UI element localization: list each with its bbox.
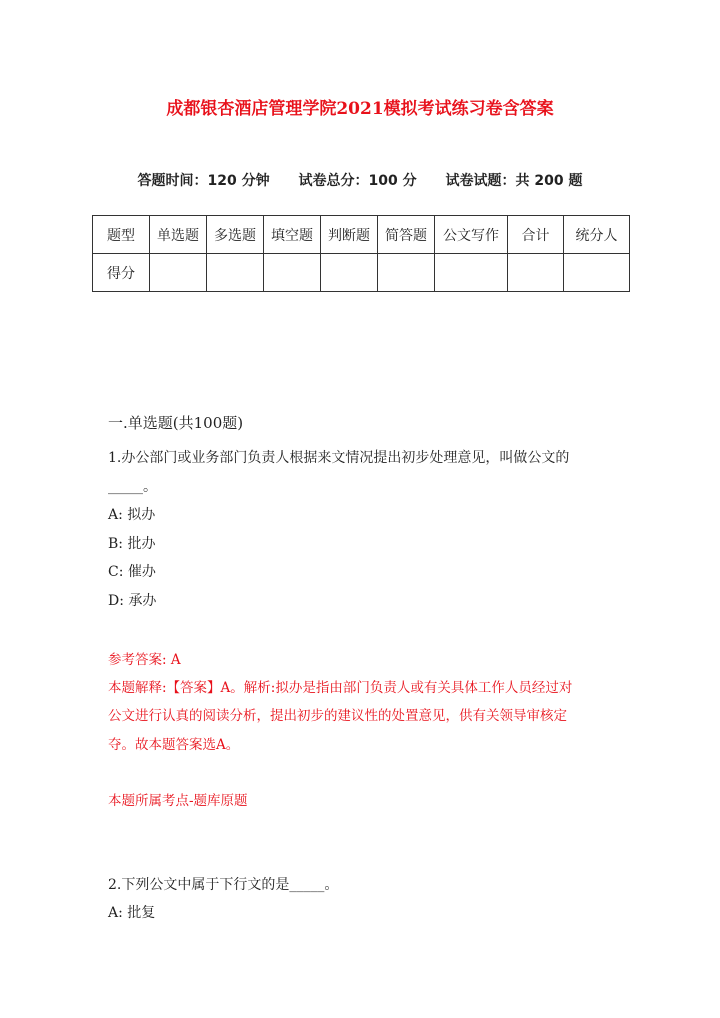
score-cell — [378, 254, 435, 292]
score-cell — [264, 254, 321, 292]
reference-answer: 参考答案: A — [108, 652, 181, 668]
score-cell — [564, 254, 630, 292]
option-a: A: 批复 — [108, 905, 156, 921]
question-1-stem-cont: _____。 — [108, 479, 157, 495]
table-header: 公文写作 — [435, 216, 508, 254]
table-header: 简答题 — [378, 216, 435, 254]
question-2-stem: 2.下列公文中属于下行文的是_____。 — [108, 877, 339, 893]
score-table-header-row — [93, 216, 630, 254]
table-header: 判断题 — [321, 216, 378, 254]
option-d: D: 承办 — [108, 593, 157, 609]
exam-total-score: 试卷总分：100 分 — [298, 173, 417, 189]
score-cell — [321, 254, 378, 292]
explanation-line: 夺。故本题答案选A。 — [108, 737, 240, 753]
option-b: B: 批办 — [108, 536, 156, 552]
option-a: A: 拟办 — [108, 507, 156, 523]
table-header: 统分人 — [564, 216, 630, 254]
row-label: 得分 — [93, 254, 150, 292]
exam-info — [0, 170, 720, 190]
question-1-stem: 1.办公部门或业务部门负责人根据来文情况提出初步处理意见，叫做公文的 — [108, 450, 570, 466]
exam-time: 答题时间：120 分钟 — [137, 173, 270, 189]
option-c: C: 催办 — [108, 564, 156, 580]
table-header: 单选题 — [150, 216, 207, 254]
table-header: 多选题 — [207, 216, 264, 254]
explanation-line: 本题解释:【答案】A。解析:拟办是指由部门负责人或有关具体工作人员经过对 — [108, 680, 573, 696]
score-cell — [435, 254, 508, 292]
table-header: 题型 — [93, 216, 150, 254]
question-source: 本题所属考点-题库原题 — [108, 793, 248, 809]
score-cell — [207, 254, 264, 292]
explanation-line: 公文进行认真的阅读分析，提出初步的建议性的处置意见，供有关领导审核定 — [108, 708, 567, 724]
score-table — [92, 215, 630, 292]
document-title: 成都银杏酒店管理学院2021模拟考试练习卷含答案 — [166, 99, 554, 119]
section-heading: 一.单选题(共100题) — [108, 414, 244, 432]
score-cell — [150, 254, 207, 292]
table-header: 填空题 — [264, 216, 321, 254]
score-cell — [508, 254, 564, 292]
exam-question-count: 试卷试题：共 200 题 — [445, 173, 583, 189]
table-header: 合计 — [508, 216, 564, 254]
score-row — [93, 254, 630, 292]
